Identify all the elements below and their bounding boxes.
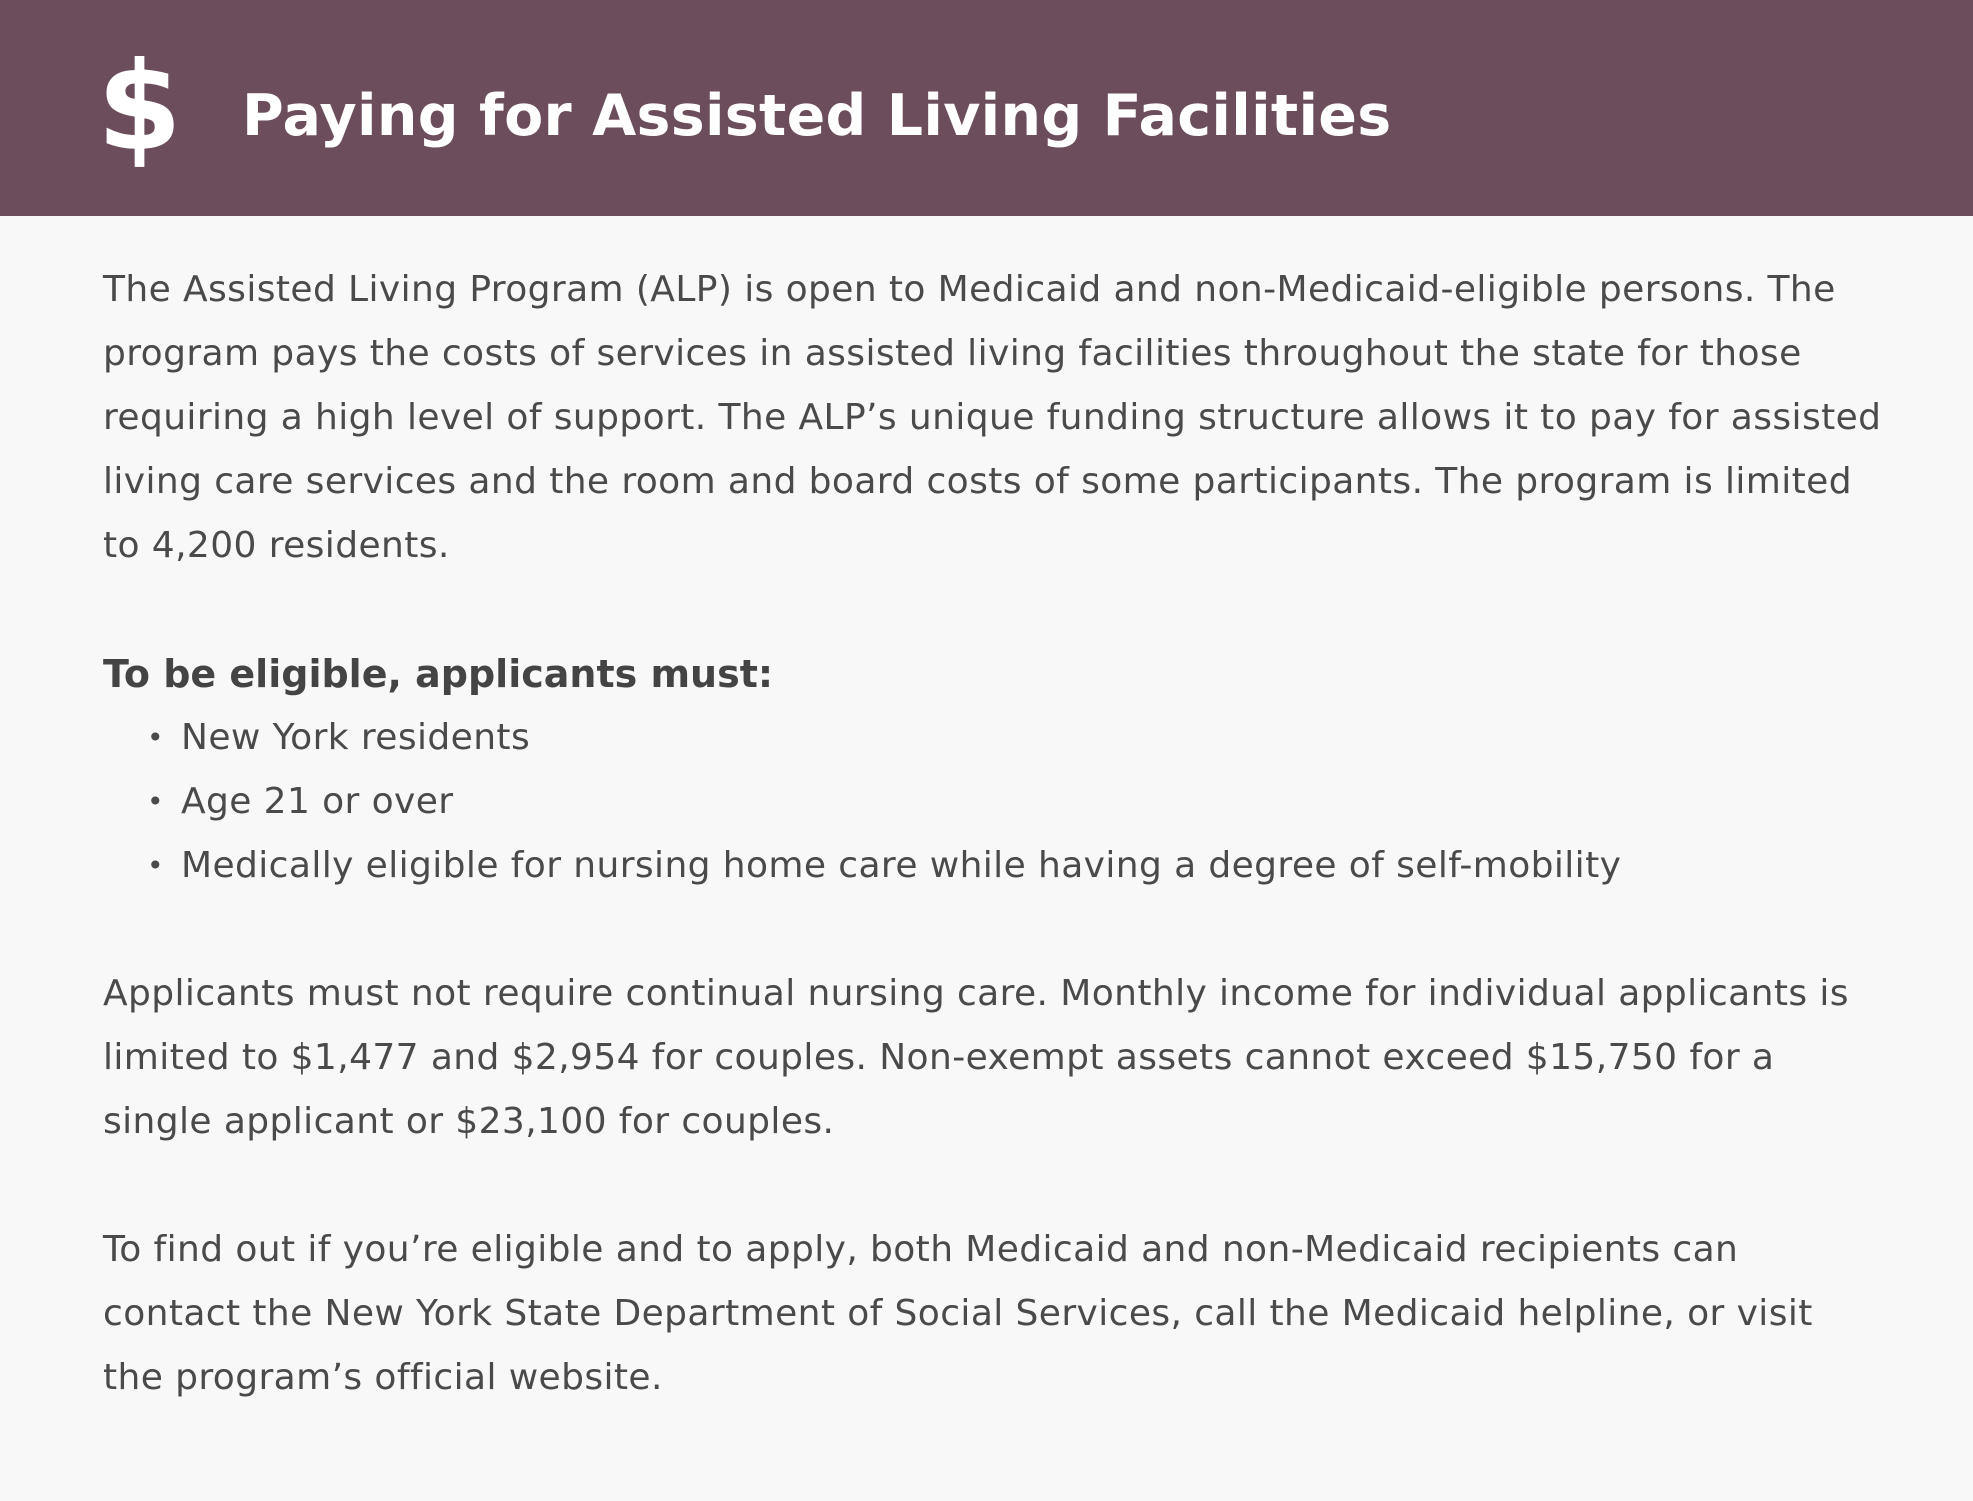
list-item-text: Medically eligible for nursing home care while having a degree of self-mobility	[181, 845, 1622, 886]
bullet-icon: •	[147, 785, 164, 818]
list-item	[103, 834, 1883, 898]
list-item-text: Age 21 or over	[181, 781, 454, 822]
eligibility-heading: To be eligible, applicants must:	[103, 652, 774, 696]
list-item	[103, 770, 1883, 834]
intro-paragraph: The Assisted Living Program (ALP) is open to Medicaid and non-Medicaid-eligible persons. The program pays the costs of services in assisted living facilities throughout the state for those requiring a high level of support. The ALP’s unique funding structure allows it to pay for assisted living care services and the room and board costs of some participants. The program is limited to 4,200 residents.	[103, 269, 1882, 566]
bullet-icon: •	[147, 849, 164, 882]
how-to-apply-paragraph: To find out if you’re eligible and to apply, both Medicaid and non-Medicaid recipients can contact the New York State Department of Social Services, call the Medicaid helpline, or visit the program’s official website.	[103, 1229, 1813, 1398]
eligibility-list	[103, 706, 1883, 898]
list-item-text: New York residents	[181, 717, 531, 758]
header-banner	[0, 0, 1973, 216]
income-limits-paragraph: Applicants must not require continual nursing care. Monthly income for individual applicants is limited to $1,477 and $2,954 for couples. Non-exempt assets cannot exceed $15,750 for a single applicant or $23,100 for couples.	[103, 973, 1849, 1142]
dollar-sign-icon: $	[97, 36, 182, 178]
list-item	[103, 706, 1883, 770]
content-body	[103, 258, 1883, 1410]
bullet-icon: •	[147, 721, 164, 754]
page-title: Paying for Assisted Living Facilities	[242, 83, 1392, 149]
